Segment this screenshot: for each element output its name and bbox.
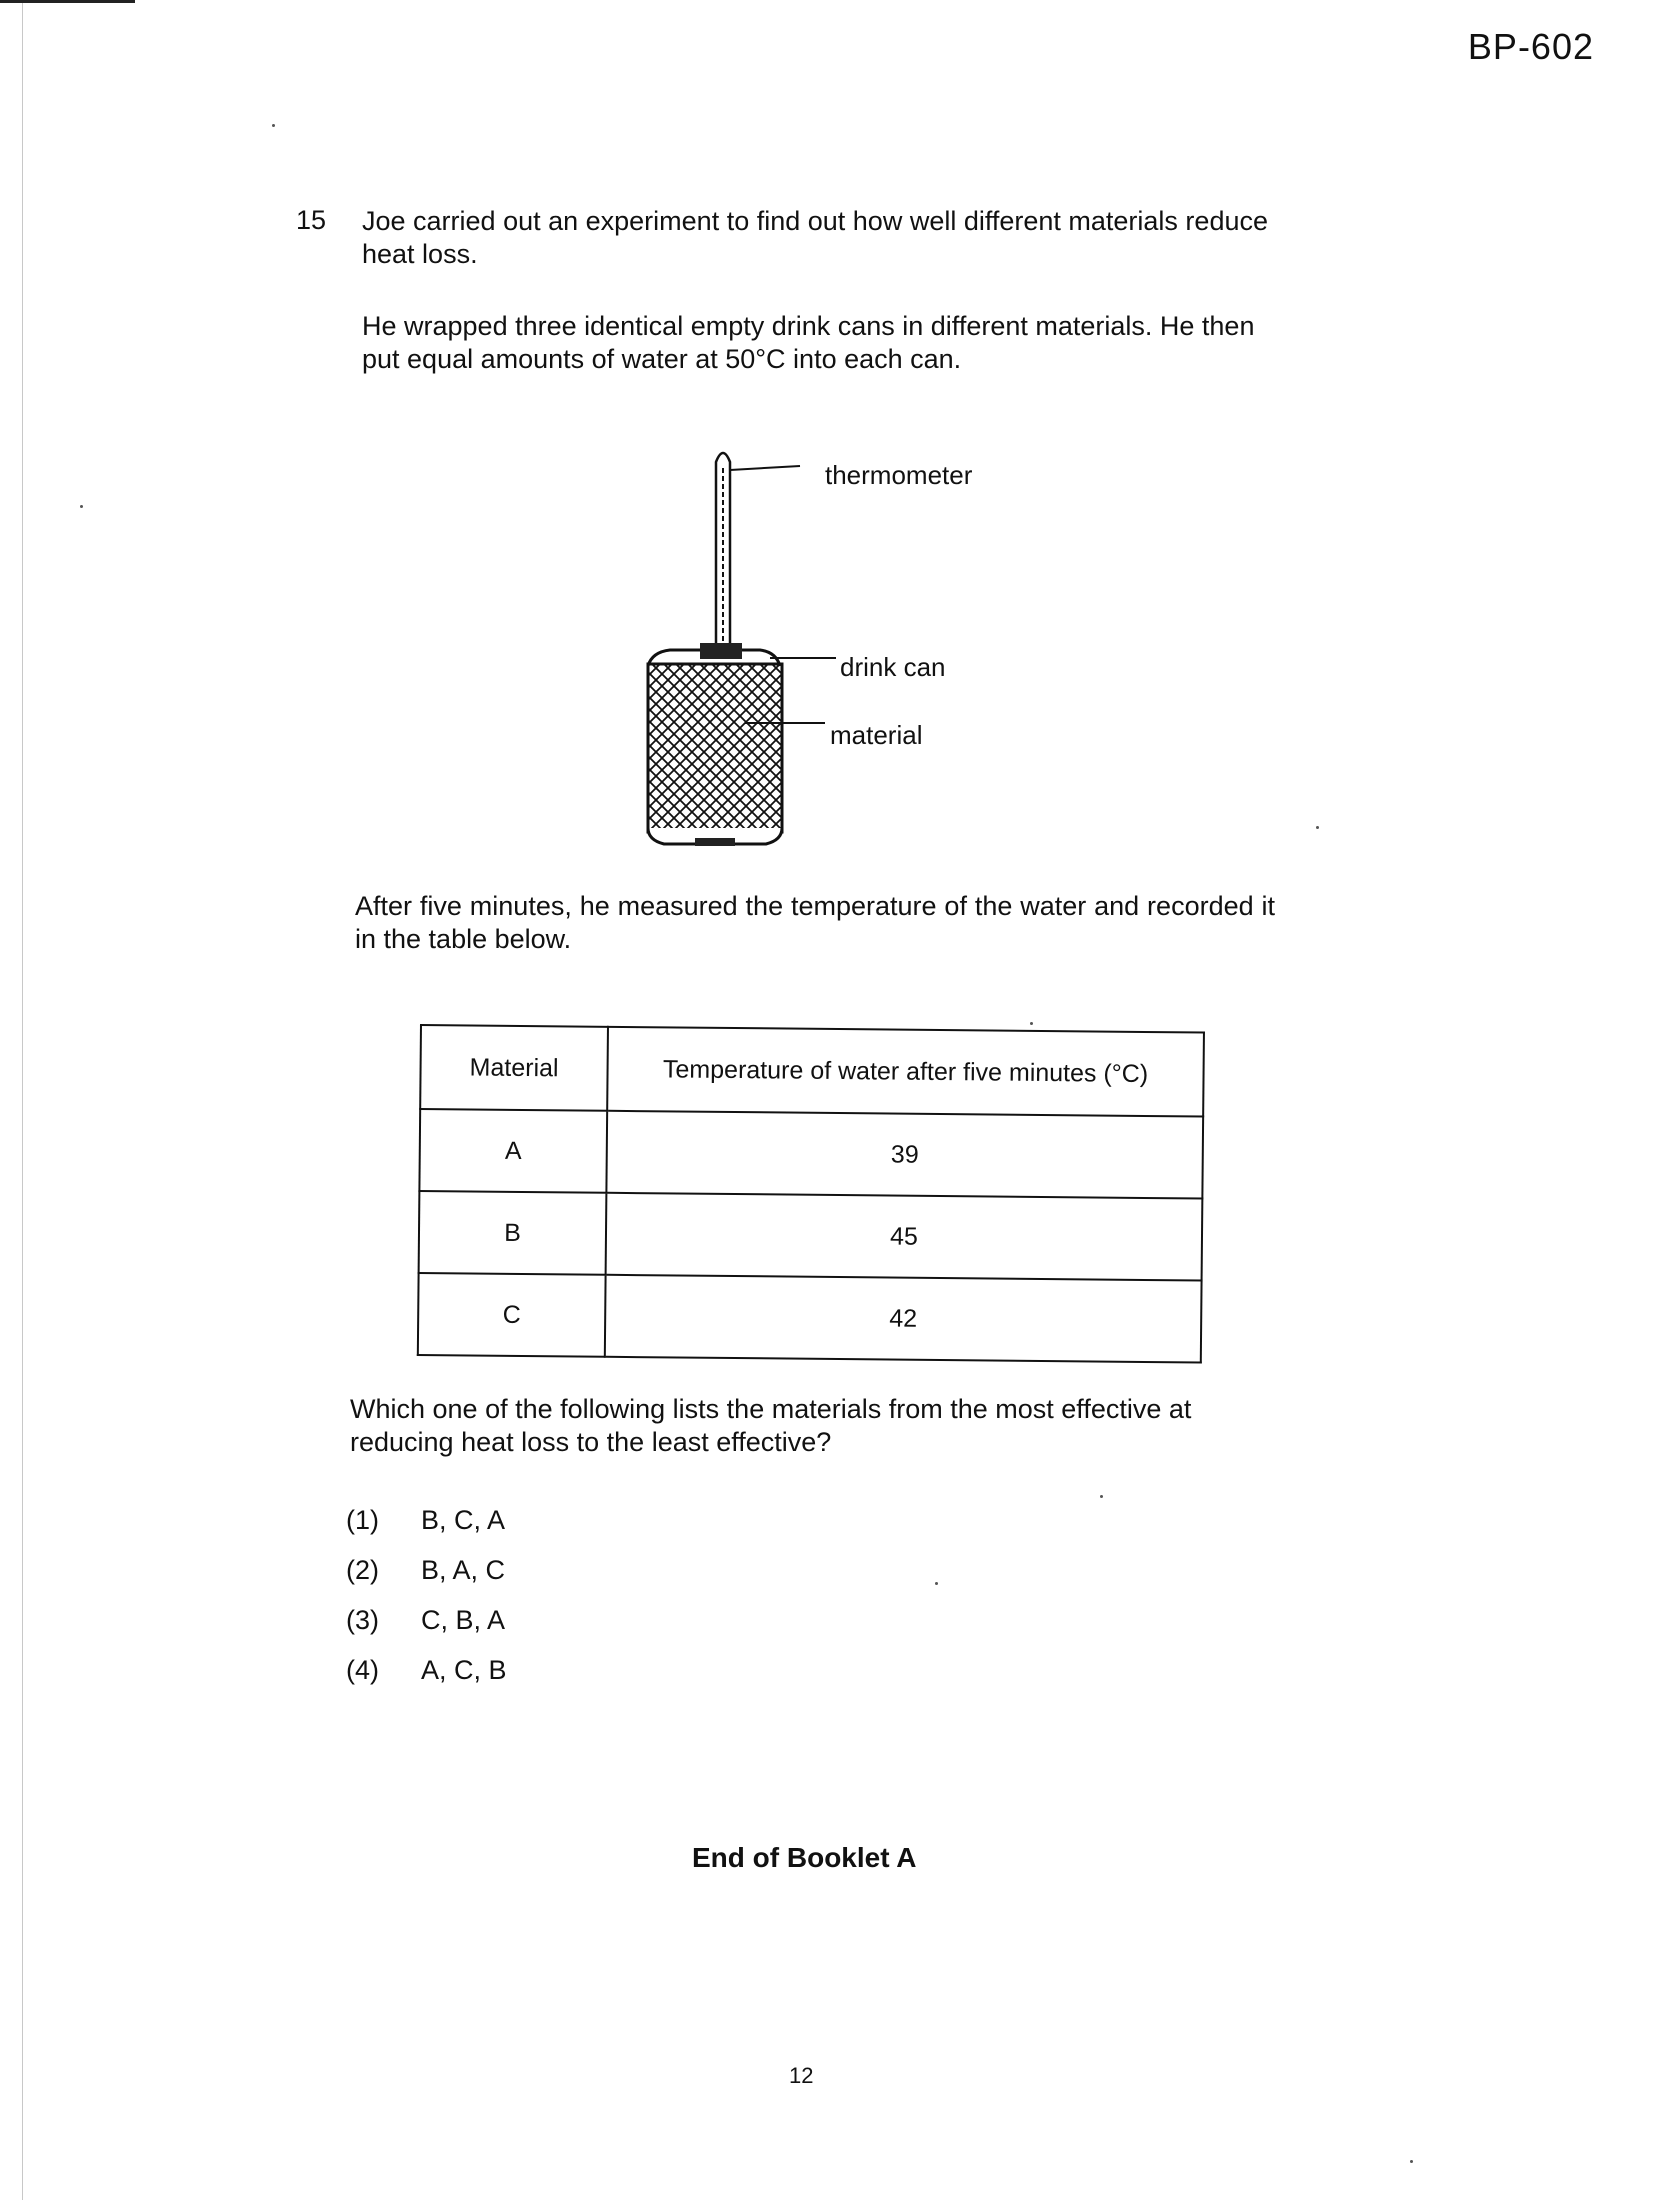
table-header-row xyxy=(420,1025,1204,1117)
results-table xyxy=(417,1024,1205,1364)
option-text: B, C, A xyxy=(421,1504,506,1535)
temperature-cell: 42 xyxy=(605,1275,1202,1363)
end-of-booklet-title: End of Booklet A xyxy=(692,1842,917,1873)
option-1[interactable] xyxy=(346,1495,507,1545)
measurement-text: After five minutes, he measured the temperature of the water and recorded it in the table below. xyxy=(355,891,1275,954)
table-row xyxy=(419,1191,1203,1281)
top-rule xyxy=(0,0,135,3)
option-text: C, B, A xyxy=(421,1604,506,1635)
scan-edge-line xyxy=(22,0,23,2200)
scan-speck xyxy=(935,1582,938,1585)
option-number: (2) xyxy=(346,1554,379,1585)
option-number: (1) xyxy=(346,1504,379,1535)
page-number: 12 xyxy=(789,2063,814,2088)
label-material: material xyxy=(830,720,923,750)
option-3[interactable] xyxy=(346,1595,507,1645)
option-4[interactable] xyxy=(346,1645,507,1695)
answer-options xyxy=(346,1495,507,1695)
table-row xyxy=(419,1109,1203,1199)
material-cell: A xyxy=(419,1109,607,1193)
option-text: B, A, C xyxy=(421,1554,506,1585)
option-2[interactable] xyxy=(346,1545,507,1595)
question-setup: He wrapped three identical empty drink cans in different materials. He then put equal amounts of water at 50°C into each can. xyxy=(362,311,1255,374)
question-prompt: Which one of the following lists the materials from the most effective at reducing heat loss to the least effective? xyxy=(350,1394,1192,1457)
question-number: 15 xyxy=(296,205,327,235)
booklet-code: BP-602 xyxy=(1467,26,1594,67)
column-header-temperature: Temperature of water after five minutes (°C) xyxy=(607,1027,1204,1117)
column-header-material: Material xyxy=(420,1025,608,1111)
material-cell: B xyxy=(419,1191,607,1275)
option-number: (4) xyxy=(346,1654,379,1685)
question-intro: Joe carried out an experiment to find out how well different materials reduce heat loss. xyxy=(362,206,1268,269)
scan-speck xyxy=(1100,1495,1103,1498)
label-drink-can: drink can xyxy=(840,652,946,682)
scan-speck xyxy=(1316,826,1319,829)
can-thermometer-illustration xyxy=(620,440,1040,870)
option-text: A, C, B xyxy=(421,1654,507,1685)
scan-speck xyxy=(1030,1022,1033,1025)
experiment-diagram xyxy=(620,440,1040,870)
table-row xyxy=(418,1273,1202,1363)
scan-speck xyxy=(272,124,275,127)
scan-speck xyxy=(80,505,83,508)
temperature-cell: 45 xyxy=(606,1193,1203,1281)
temperature-cell: 39 xyxy=(606,1111,1203,1199)
material-cell: C xyxy=(418,1273,606,1357)
label-thermometer: thermometer xyxy=(825,460,973,490)
scan-speck xyxy=(1410,2160,1413,2163)
option-number: (3) xyxy=(346,1604,379,1635)
